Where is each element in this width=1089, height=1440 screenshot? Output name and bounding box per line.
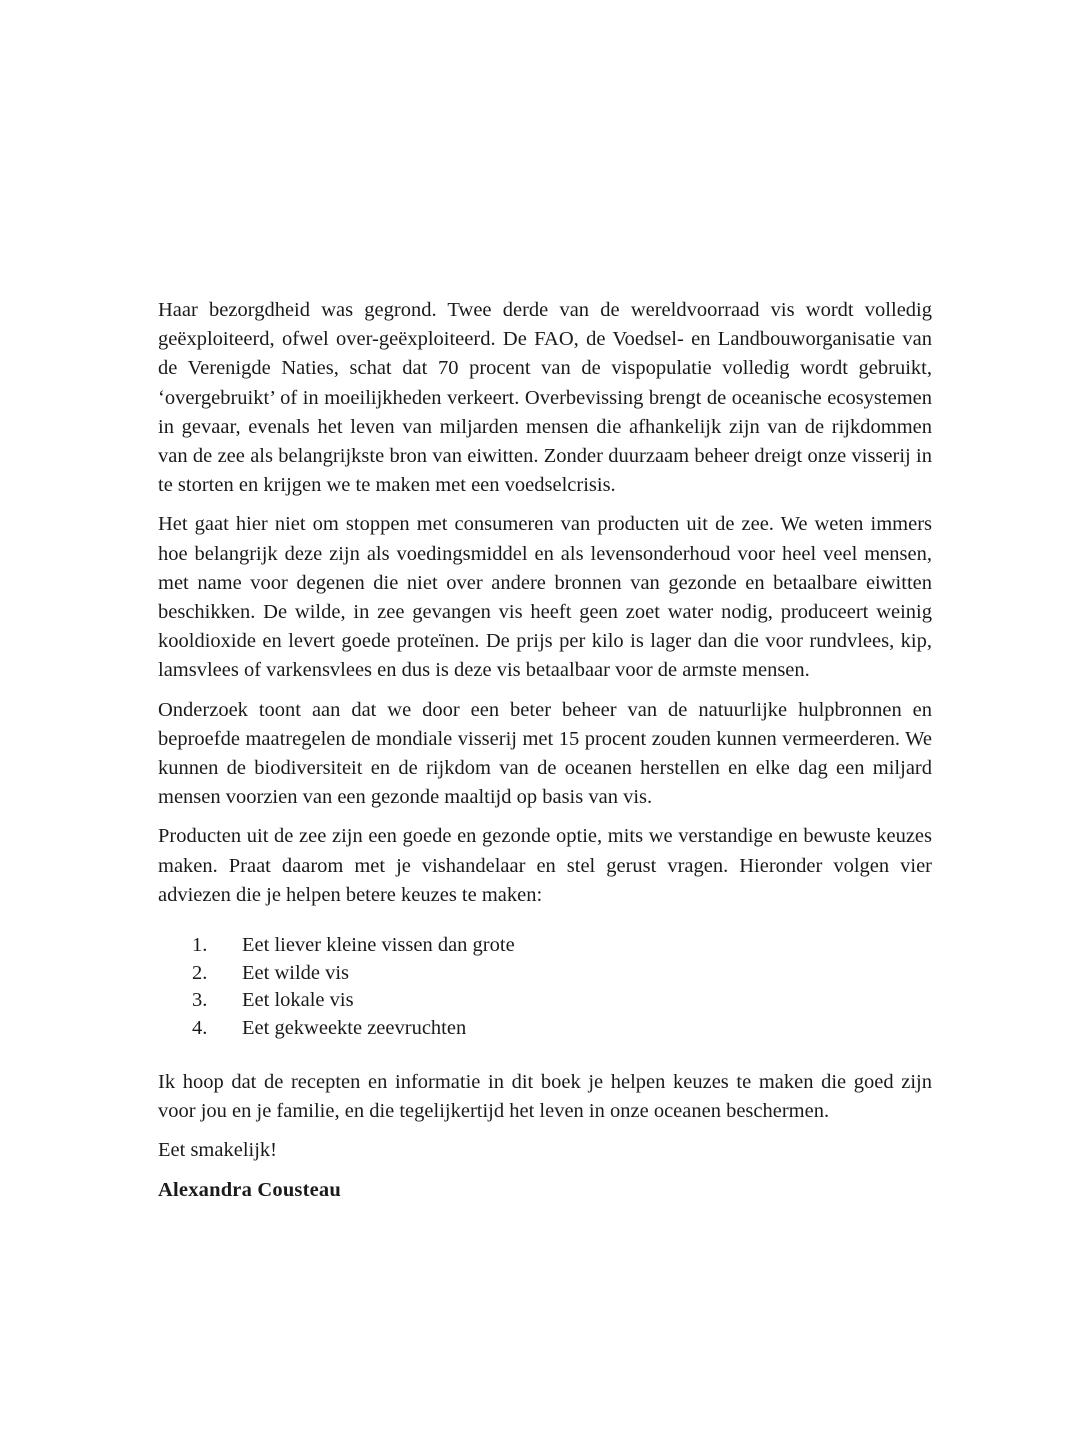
list-item-label: Eet lokale vis	[242, 989, 354, 1012]
paragraph-1: Haar bezorgdheid was gegrond. Twee derde van de wereldvoorraad vis wordt volledig geëxploiteerd, ofwel over-geëxploiteerd. De FAO, de Voedsel- en Landbouworganisatie van de Verenigde Naties, schat dat 70 procent van de vispopulatie volledig wordt gebruikt, ‘overgebruikt’ of in moeilijkheden verkeert. Overbevissing brengt de oceanische ecosystemen in gevaar, evenals het leven van miljarden mensen die afhankelijk zijn van de rijkdommen van de zee als belangrijkste bron van eiwitten. Zonder duurzaam beheer dreigt onze visserij in te storten en krijgen we te maken met een voedselcrisis.	[158, 299, 932, 497]
list-item	[158, 1015, 932, 1043]
paragraph-3: Onderzoek toont aan dat we door een beter beheer van de natuurlijke hulpbronnen en beproefde maatregelen de mondiale visserij met 15 procent zouden kunnen vermeerderen. We kunnen de biodiversiteit en de rijkdom van de oceanen herstellen en elke dag een miljard mensen voorzien van een gezonde maaltijd op basis van vis.	[158, 698, 932, 809]
list-item-number: 4.	[192, 1016, 208, 1039]
list-item-number: 1.	[192, 934, 208, 957]
closing-paragraph: Ik hoop dat de recepten en informatie in dit boek je helpen keuzes te maken die goed zijn voor jou en je familie, en die tegelijkertijd het leven in onze oceanen beschermen.	[158, 1071, 932, 1123]
paragraph-2: Het gaat hier niet om stoppen met consumeren van producten uit de zee. We weten immers hoe belangrijk deze zijn als voedingsmiddel en als levensonderhoud voor heel veel mensen, met name voor degenen die niet over andere bronnen van gezonde en betaalbare eiwitten beschikken. De wilde, in zee gevangen vis heeft geen zoet water nodig, produceert weinig kooldioxide en levert goede proteïnen. De prijs per kilo is lager dan die voor rundvlees, kip, lamsvlees of varkensvlees en dus is deze vis betaalbaar voor de armste mensen.	[158, 513, 932, 682]
list-item-label: Eet liever kleine vissen dan grote	[242, 934, 515, 957]
list-item	[158, 987, 932, 1015]
bon-appetit-line: Eet smakelijk!	[158, 1139, 277, 1162]
document-text-block	[158, 296, 932, 1205]
list-item-number: 3.	[192, 989, 208, 1012]
list-item-label: Eet wilde vis	[242, 961, 350, 984]
list-item-label: Eet gekweekte zeevruchten	[242, 1016, 467, 1039]
paragraph-4: Producten uit de zee zijn een goede en gezonde optie, mits we verstandige en bewuste keuzes maken. Praat daarom met je vishandelaar en stel gerust vragen. Hieronder volgen vier adviezen die je helpen betere keuzes te maken:	[158, 825, 932, 906]
list-item	[158, 932, 932, 960]
author-signature: Alexandra Cousteau	[158, 1178, 341, 1201]
list-item-number: 2.	[192, 961, 208, 984]
advice-list	[158, 932, 932, 1042]
list-item	[158, 960, 932, 988]
